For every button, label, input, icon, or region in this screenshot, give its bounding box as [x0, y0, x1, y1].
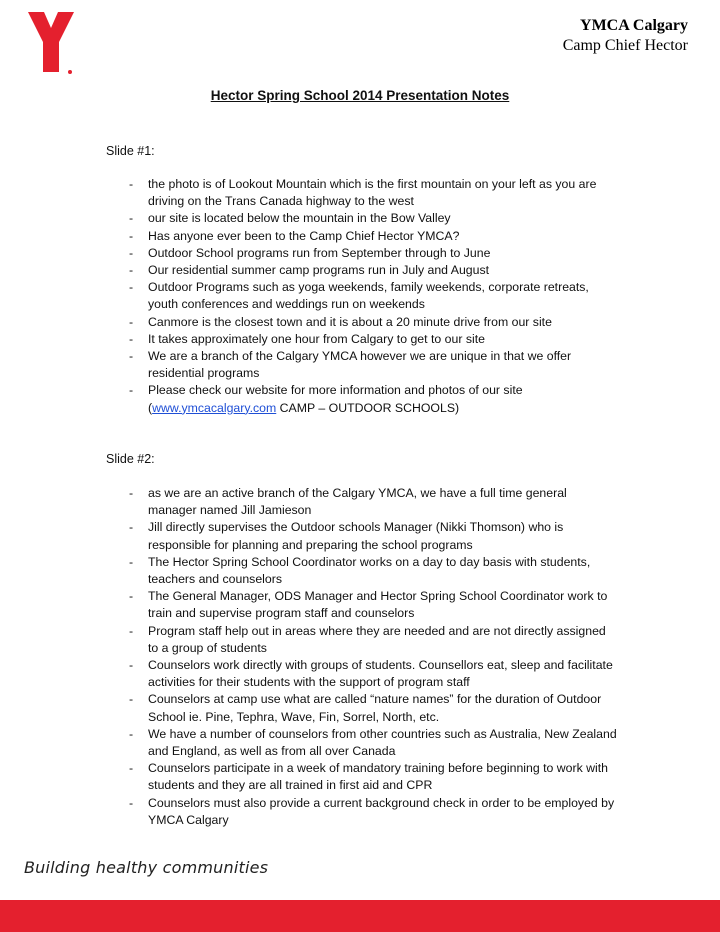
list-item: - It takes approximately one hour from Calgary to get to our site [0, 331, 618, 348]
website-text-before: Please check our website for more information and photos of our site ( [148, 383, 523, 415]
list-item: - the photo is of Lookout Mountain which is the first mountain on your left as you are driving on the Trans Canada highway to the west [0, 176, 618, 210]
list-item: - We have a number of counselors from other countries such as Australia, New Zealand and England, as well as from all over Canada [0, 726, 618, 760]
list-item: - Program staff help out in areas where they are needed and are not directly assigned to a group of students [0, 623, 618, 657]
list-item: - The Hector Spring School Coordinator works on a day to day basis with students, teachers and counselors [0, 554, 618, 588]
website-text-after: CAMP – OUTDOOR SCHOOLS) [276, 400, 460, 415]
ymca-logo [28, 12, 74, 76]
list-item: - Our residential summer camp programs run in July and August [0, 262, 618, 279]
website-list-item [0, 382, 618, 416]
list-item: - Has anyone ever been to the Camp Chief Hector YMCA? [0, 228, 618, 245]
list-item: - Counselors participate in a week of mandatory training before beginning to work with students and they are all trained in first aid and CPR [0, 760, 618, 794]
footer-bar [0, 900, 720, 932]
list-item: - Jill directly supervises the Outdoor schools Manager (Nikki Thomson) who is responsible for planning and preparing the school programs [0, 519, 618, 553]
document-title: Hector Spring School 2014 Presentation Notes [210, 88, 510, 103]
list-item: - We are a branch of the Calgary YMCA however we are unique in that we offer residential programs [0, 348, 618, 382]
org-subtitle: Camp Chief Hector [562, 37, 688, 54]
org-name: YMCA Calgary [580, 17, 688, 34]
slide-1-notes [0, 176, 618, 417]
list-item: - as we are an active branch of the Calgary YMCA, we have a full time general manager named Jill Jamieson [0, 485, 618, 519]
footer-tagline: Building healthy communities [24, 858, 269, 877]
list-item: - Outdoor School programs run from September through to June [0, 245, 618, 262]
org-header [563, 16, 688, 56]
slide-2-label: Slide #2: [106, 452, 155, 466]
slide-2-notes [0, 485, 618, 829]
website-link[interactable]: www.ymcacalgary.com [152, 400, 277, 415]
list-item: - Counselors work directly with groups of students. Counsellors eat, sleep and facilitate activities for their students with the support of program staff [0, 657, 618, 691]
slide-1-label: Slide #1: [106, 144, 155, 158]
list-item: - Counselors must also provide a current background check in order to be employed by YMCA Calgary [0, 795, 618, 829]
list-item: - our site is located below the mountain in the Bow Valley [0, 210, 618, 227]
list-item: - The General Manager, ODS Manager and Hector Spring School Coordinator work to train and supervise program staff and counselors [0, 588, 618, 622]
list-item: - Canmore is the closest town and it is about a 20 minute drive from our site [0, 314, 618, 331]
list-item: - Counselors at camp use what are called “nature names” for the duration of Outdoor School ie. Pine, Tephra, Wave, Fin, Sorrel, North, etc. [0, 691, 618, 725]
list-item: - Outdoor Programs such as yoga weekends, family weekends, corporate retreats, youth conferences and weddings run on weekends [0, 279, 618, 313]
